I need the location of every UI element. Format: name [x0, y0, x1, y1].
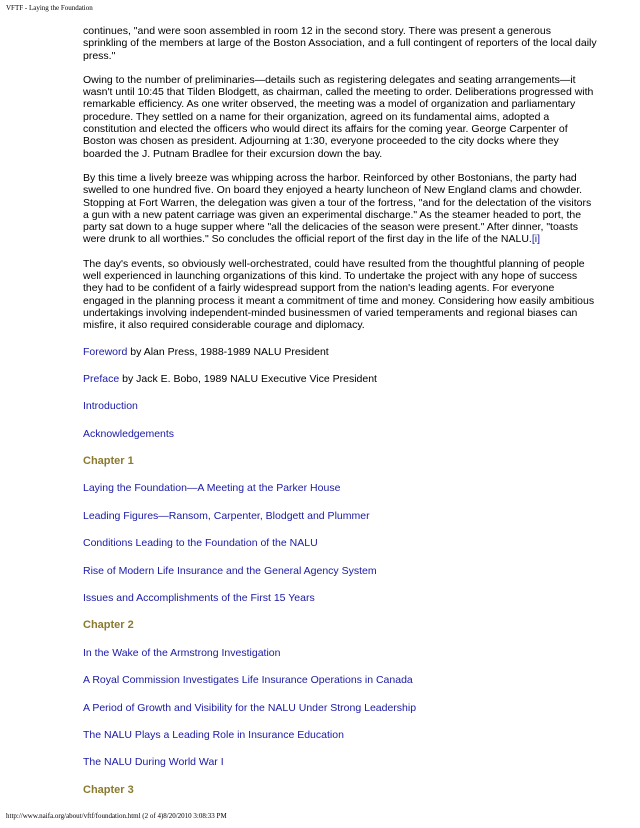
paragraph-1: continues, "and were soon assembled in room 12 in the second story. There was present a generous sprinkling of the members at large of the Boston Association, and a full contingent of reporters of the local daily press." — [83, 25, 597, 62]
paragraph-4: The day's events, so obviously well-orchestrated, could have resulted from the thoughtful planning of people well experienced in launching organizations of this kind. To undertake the project with any hope of success they had to be confident of a fairly widespread support from the nation's leading agents. For everyone engaged in the planning process it meant a commitment of time and money. Considering how easily ambitious undertakings involving independent-minded businessmen of varied temperaments and regional biases can misfire, it also required considerable courage and diplomacy. — [83, 257, 595, 332]
toc-item — [83, 565, 598, 592]
foreword-link[interactable]: Foreword — [83, 345, 128, 358]
chapter-3-heading: Chapter 3 — [83, 783, 134, 796]
toc-item — [83, 756, 598, 783]
page-header: VFTF - Laying the Foundation — [6, 4, 93, 12]
toc-item — [83, 702, 598, 729]
paragraph-3-text: By this time a lively breeze was whipping across the harbor. Reinforced by other Bostonians, the party had swelled to one hundred five. On board they enjoyed a hearty luncheon of New England clams and chowder. Stopping at Fort Warren, the delegation was given a tour of the fortress, "and for the delectation of the visitors a gun with a new patent carriage was given an experimental discharge." As the steamer headed to port, the party sat down to a huge supper where "all the delicacies of the season were present." After dinner, "toasts were drunk to all worthies." So concludes the official report of the first day in the life of the NALU. — [83, 171, 592, 246]
chapter-1-heading: Chapter 1 — [83, 455, 134, 468]
toc-foreword — [83, 346, 598, 373]
chapter-2-link-3[interactable]: A Period of Growth and Visibility for the NALU Under Strong Leadership — [83, 701, 417, 714]
chapter-2-link-1[interactable]: In the Wake of the Armstrong Investigation — [83, 646, 281, 659]
chapter-1-link-4[interactable]: Rise of Modern Life Insurance and the General Agency System — [83, 564, 377, 577]
toc-item — [83, 537, 598, 564]
chapter-1-link-3[interactable]: Conditions Leading to the Foundation of the NALU — [83, 537, 318, 550]
chapter-2-link-5[interactable]: The NALU During World War I — [83, 756, 224, 769]
footnote-link[interactable]: [i] — [531, 233, 541, 246]
acknowledgements-link[interactable]: Acknowledgements — [83, 427, 175, 440]
toc-acknowledgements — [83, 428, 598, 455]
toc-item — [83, 674, 598, 701]
chapter-2-link-2[interactable]: A Royal Commission Investigates Life Insurance Operations in Canada — [83, 674, 413, 687]
toc-introduction — [83, 400, 598, 427]
table-of-contents — [83, 346, 598, 812]
introduction-link[interactable]: Introduction — [83, 400, 138, 413]
page-footer-url: http://www.naifa.org/about/vftf/foundation.html (2 of 4)8/20/2010 3:08:33 PM — [6, 812, 227, 820]
toc-item — [83, 510, 598, 537]
toc-item — [83, 482, 598, 509]
toc-preface — [83, 373, 598, 400]
chapter-1-link-5[interactable]: Issues and Accomplishments of the First 15 Years — [83, 592, 315, 605]
main-content — [83, 25, 598, 811]
paragraph-3 — [83, 172, 598, 246]
chapter-2-link-4[interactable]: The NALU Plays a Leading Role in Insurance Education — [83, 729, 344, 741]
toc-item — [83, 647, 598, 674]
toc-item — [83, 729, 598, 756]
chapter-1-link-2[interactable]: Leading Figures—Ransom, Carpenter, Blodgett and Plummer — [83, 509, 370, 522]
toc-item — [83, 592, 598, 619]
chapter-2-heading: Chapter 2 — [83, 619, 134, 632]
paragraph-2: Owing to the number of preliminaries—details such as registering delegates and seating arrangements—it wasn't until 10:45 that Tilden Blodgett, as chairman, called the meeting to order. Deliberations progressed with remarkable efficiency. As one writer observed, the meeting was a model of organization and parliamentary procedure. They settled on a name for their organization, agreed on its fundamental aims, adopted a constitution and elected the officers who would direct its affairs for the coming year. George Carpenter of Boston was chosen as president. Adjourning at 1:30, everyone proceeded to the city docks where they boarded the J. Putnam Bradlee for their excursion down the bay. — [83, 73, 594, 160]
foreword-byline: by Alan Press, 1988-1989 NALU President — [127, 345, 329, 358]
preface-link[interactable]: Preface — [83, 372, 120, 385]
preface-byline: by Jack E. Bobo, 1989 NALU Executive Vice President — [119, 372, 377, 385]
chapter-1-link-1[interactable]: Laying the Foundation—A Meeting at the Parker House — [83, 482, 341, 495]
